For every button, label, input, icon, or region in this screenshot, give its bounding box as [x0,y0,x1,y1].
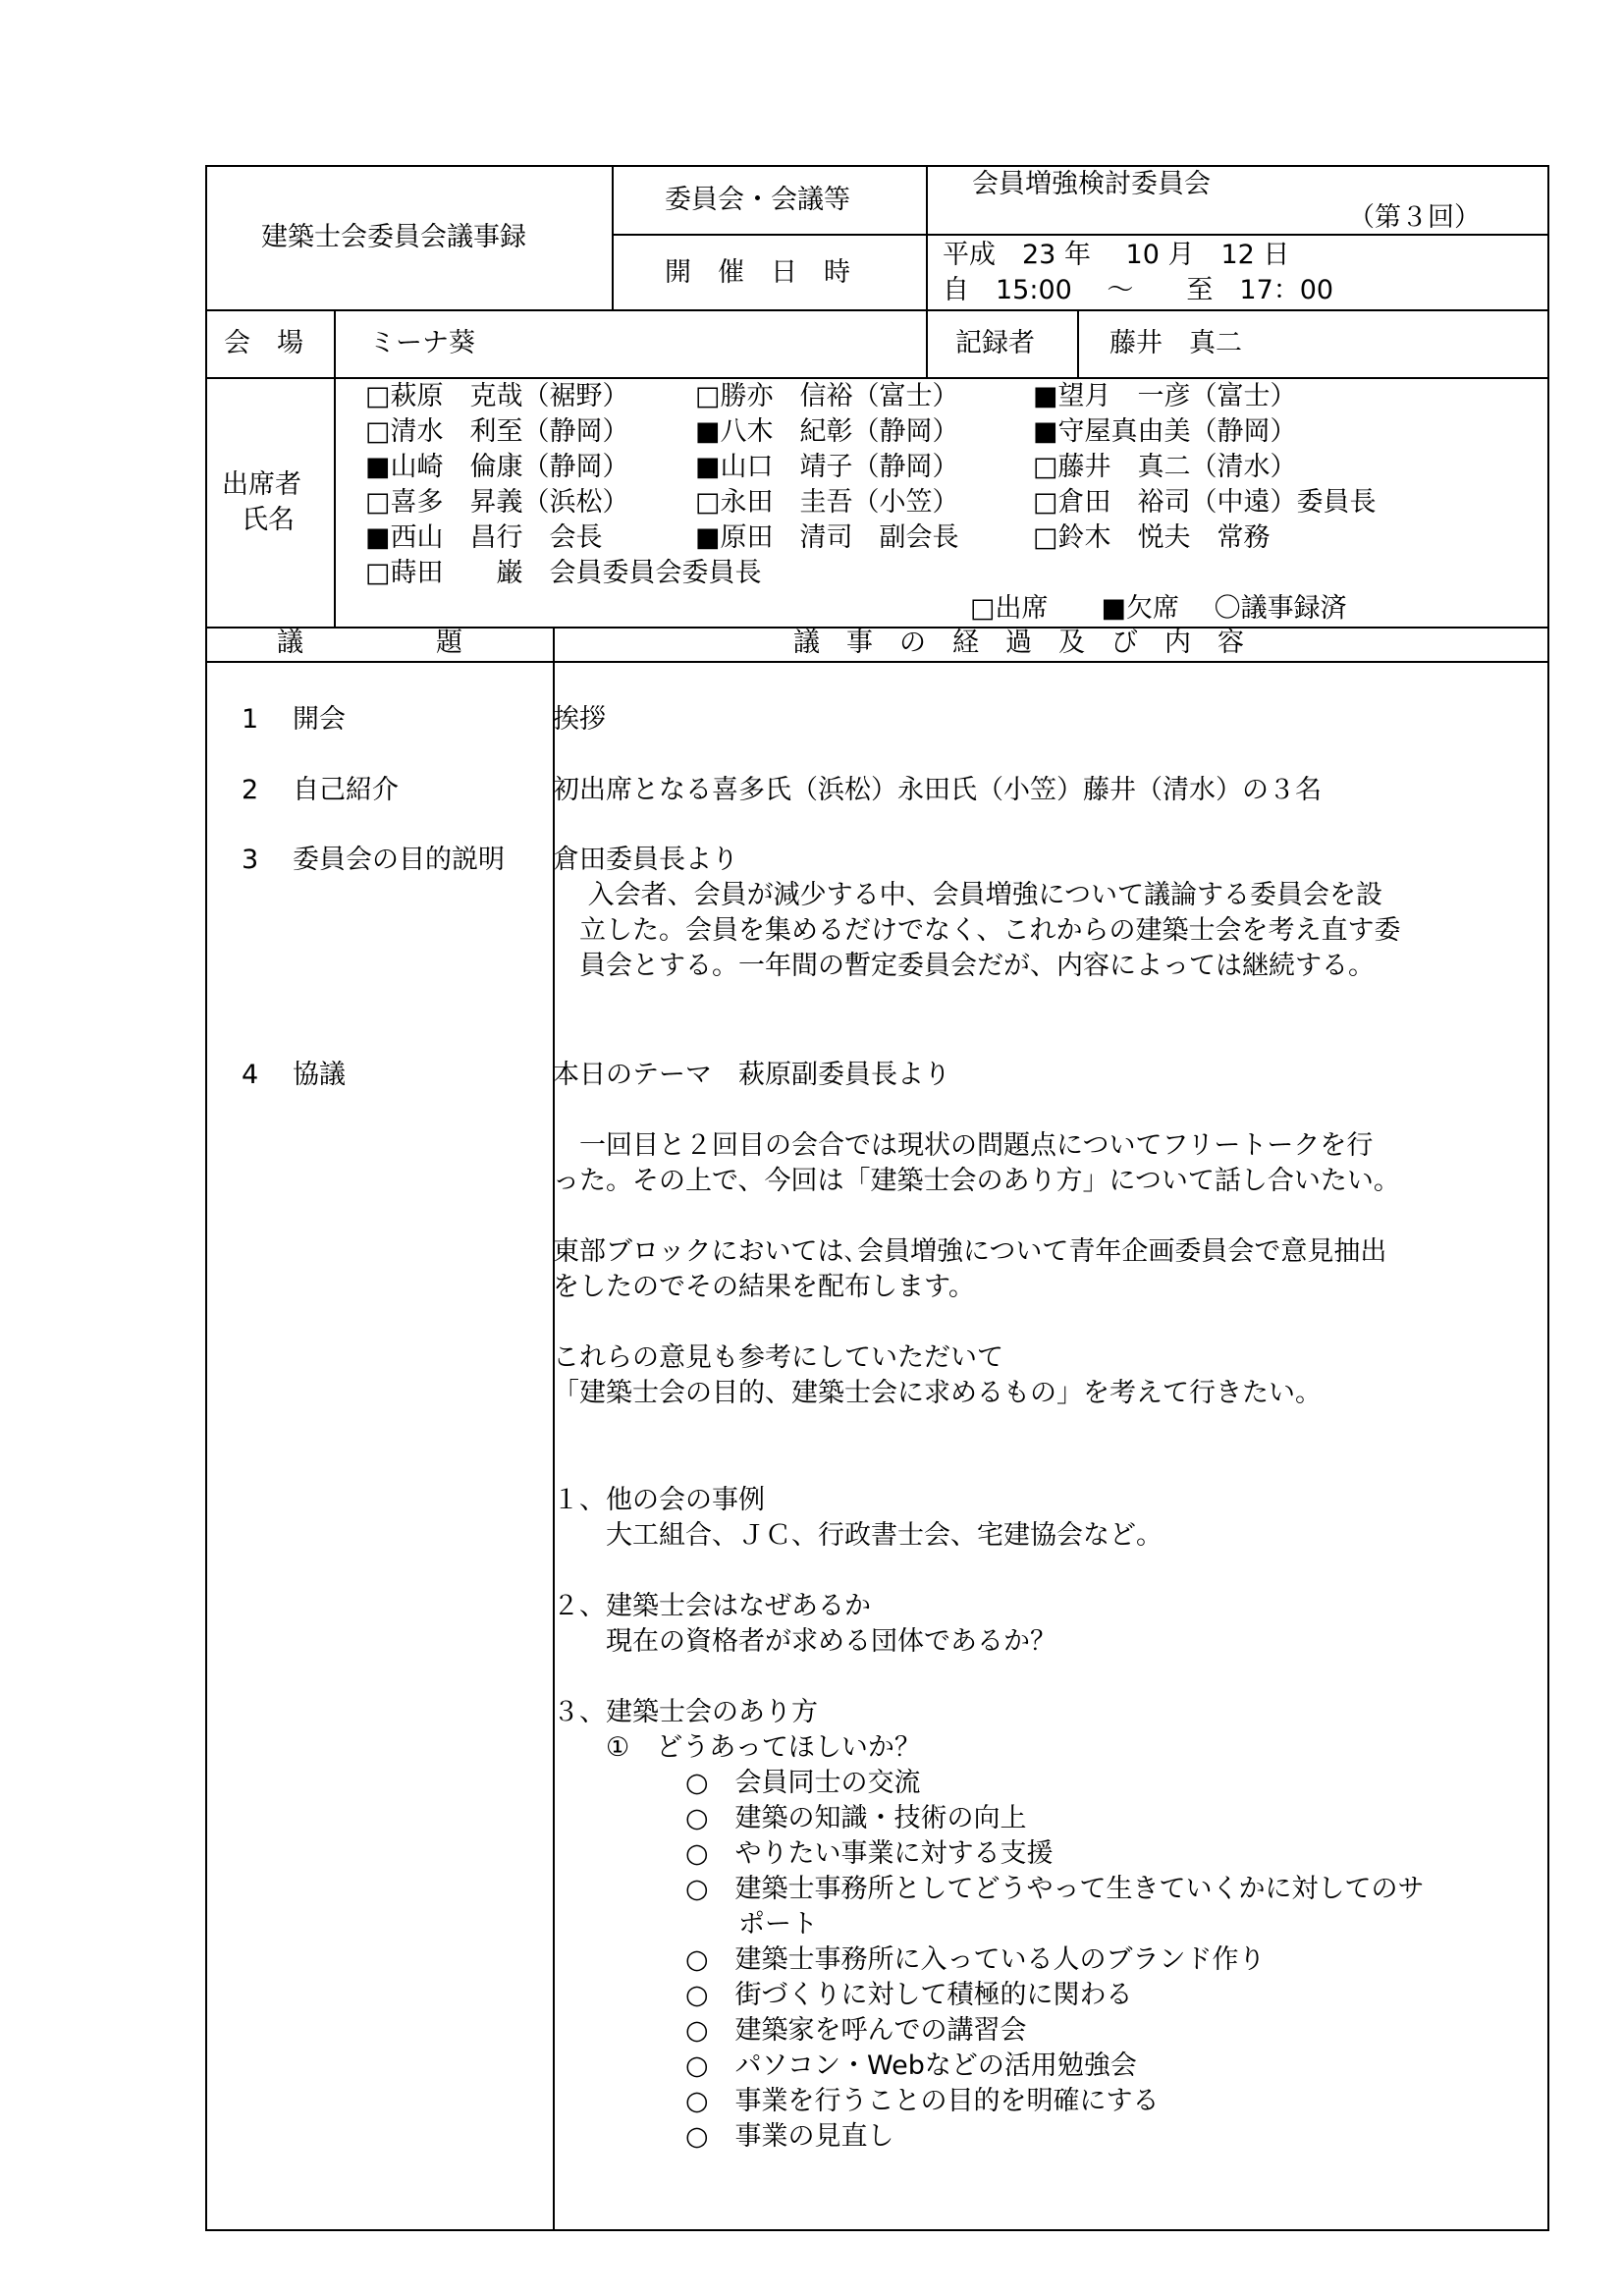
content-line: ① どうあってほしいか？ [553,1732,921,1763]
session-number: （第３回） [1348,202,1481,233]
attendance-legend: □出席 ■欠席 〇議事録済 [970,593,1347,624]
venue-value: ミーナ葵 [369,328,475,358]
attendees-label-2: 氏名 [242,505,295,535]
header-bottom-line [205,309,1549,311]
content-line: ○ 建築の知識・技術の向上 [553,1803,1027,1833]
agenda-label: 委員会の目的説明 [293,845,505,875]
agenda-column-header: 議 題 [277,628,462,658]
venue-label-divider [334,309,336,628]
content-line: 本日のテーマ 萩原副委員長より [553,1060,950,1090]
content-line: ○ 建築家を呼んでの講習会 [553,2015,1027,2046]
attendee: □喜多 昇義（浜松） [365,487,629,518]
content-column-header: 議 事 の 経 過 及 び 内 容 [793,628,1244,658]
content-line: 立した。会員を集めるだけでなく、これからの建築士会を考え直す委 [553,915,1401,946]
table-border-left [205,165,207,2231]
committee-name: 会員増強検討委員会 [972,169,1211,199]
table-border-bottom [205,2229,1549,2231]
attendee: □藤井 真二（清水） [1033,452,1297,482]
content-line: ２、建築士会はなぜあるか [553,1591,871,1621]
attendee: □永田 圭吾（小笠） [695,487,959,518]
header-divider-1 [612,165,614,310]
attendee: ■望月 一彦（富士） [1033,381,1297,411]
attendee: □勝亦 信裕（富士） [695,381,959,411]
content-line: これらの意見も参考にしていただいて [553,1342,1003,1373]
content-line: ポート [553,1909,818,1940]
attendees-label: 出席者 [222,469,301,500]
meeting-date: 平成 23 年 10 月 12 日 [943,240,1290,270]
attendee: ■原田 清司 副会長 [695,522,959,553]
attendee: ■山崎 倫康（静岡） [365,452,629,482]
content-line: 入会者、会員が減少する中、会員増強について議論する委員会を設 [553,880,1383,910]
attendee: □蒔田 巌 会員委員会委員長 [365,558,762,588]
content-line: をしたのでその結果を配布します。 [553,1272,975,1302]
table-border-top [205,165,1549,167]
attendee: ■守屋真由美（静岡） [1033,416,1297,447]
content-line: ○ 建築士事務所に入っている人のブランド作り [553,1944,1266,1975]
attendee: □萩原 克哉（裾野） [365,381,629,411]
attendee: □鈴木 悦夫 常務 [1033,522,1271,553]
content-line: ３、建築士会のあり方 [553,1697,818,1727]
content-line: ○ 会員同士の交流 [553,1768,921,1798]
recorder-label: 記録者 [955,328,1035,358]
content-line: 員会とする。一年間の暫定委員会だが、内容によっては継続する。 [553,951,1375,981]
attendee: ■西山 昌行 会長 [365,522,603,553]
content-line: 大工組合、ＪＣ、行政書士会、宅建協会など。 [553,1520,1163,1551]
content-line: 一回目と２回目の会合では現状の問題点についてフリートークを行 [553,1130,1374,1161]
content-line: った。その上で、今回は「建築士会のあり方」について話し合いたい。 [553,1166,1400,1196]
content-line: 「建築士会の目的、建築士会に求めるもの」を考えて行きたい。 [553,1378,1322,1408]
content-line: ○ 事業の見直し [553,2121,894,2152]
content-line: ○ 事業を行うことの目的を明確にする [553,2086,1160,2116]
attendee: □倉田 裕司（中遠）委員長 [1033,487,1377,518]
committee-label: 委員会・会議等 [665,185,850,215]
content-line: 東部ブロックにおいては､会員増強について青年企画委員会で意見抽出 [553,1236,1387,1267]
content-line: １、他の会の事例 [553,1485,765,1515]
attendee: ■八木 紀彰（静岡） [695,416,959,447]
recorder-divider-1 [926,309,928,378]
agenda-label: 開会 [293,704,346,735]
content-line: 現在の資格者が求める団体であるか？ [553,1626,1056,1657]
content-line: ○ 建築士事務所としてどうやって生きていくかに対してのサ [553,1874,1425,1904]
agenda-number: 2 [242,775,259,805]
column-header-bottom-line [205,661,1549,663]
attendee: ■山口 靖子（静岡） [695,452,959,482]
document-title: 建築士会委員会議事録 [261,222,526,252]
agenda-number: 1 [242,704,259,735]
content-line: ○ 街づくりに対して積極的に関わる [553,1980,1133,2010]
attendee: □清水 利至（静岡） [365,416,629,447]
header-divider-2 [926,165,928,310]
recorder-value: 藤井 真二 [1109,328,1242,358]
content-line: ○ パソコン・Webなどの活用勉強会 [553,2050,1137,2081]
content-line: ○ やりたい事業に対する支援 [553,1838,1054,1869]
content-line: 初出席となる喜多氏（浜松）永田氏（小笠）藤井（清水）の３名 [553,775,1322,805]
agenda-label: 協議 [293,1060,346,1090]
meeting-time: 自 15:00 ～ 至 17：00 [943,275,1334,305]
venue-label: 会 場 [224,328,303,358]
content-line: 倉田委員長より [553,845,738,875]
date-label: 開 催 日 時 [665,257,850,288]
recorder-divider-2 [1077,309,1079,378]
table-border-right [1547,165,1549,2231]
agenda-label: 自己紹介 [293,775,399,805]
agenda-number: 3 [242,845,259,875]
content-line: 挨拶 [553,704,606,735]
agenda-number: 4 [242,1060,259,1090]
